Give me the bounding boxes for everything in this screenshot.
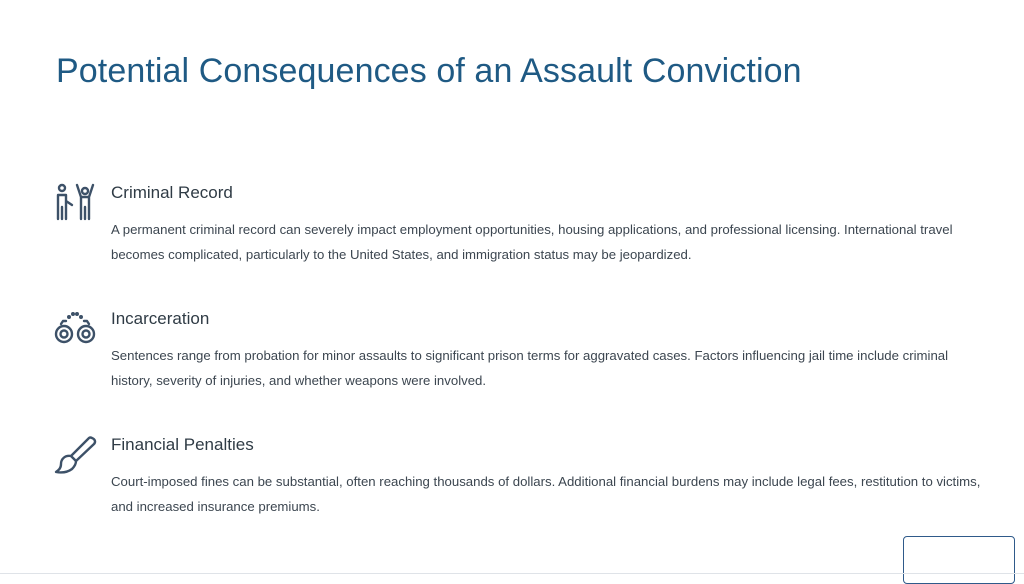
bottom-divider: [0, 573, 1024, 574]
corner-frame: [903, 536, 1015, 584]
item-description: Sentences range from probation for minor assaults to significant prison terms for aggravated cases. Factors influencing jail time include criminal history, severity of injuries, and whether weapons were involved.: [111, 348, 949, 388]
item-description: Court-imposed fines can be substantial, often reaching thousands of dollars. Additional financial burdens may include legal fees, restitution to victims, and increased insurance premiums.: [111, 474, 981, 514]
item-heading: Criminal Record: [111, 183, 233, 202]
item-heading: Financial Penalties: [111, 435, 254, 454]
page-title: Potential Consequences of an Assault Conviction: [56, 52, 802, 90]
handcuffs-icon: [52, 309, 98, 351]
item-heading: Incarceration: [111, 309, 210, 328]
people-celebrating-icon: [52, 183, 98, 225]
paintbrush-icon: [52, 435, 98, 477]
item-description: A permanent criminal record can severely impact employment opportunities, housing applications, and professional licensing. International travel becomes complicated, particularly to the United States, and immigration status may be jeopardized.: [111, 222, 953, 262]
